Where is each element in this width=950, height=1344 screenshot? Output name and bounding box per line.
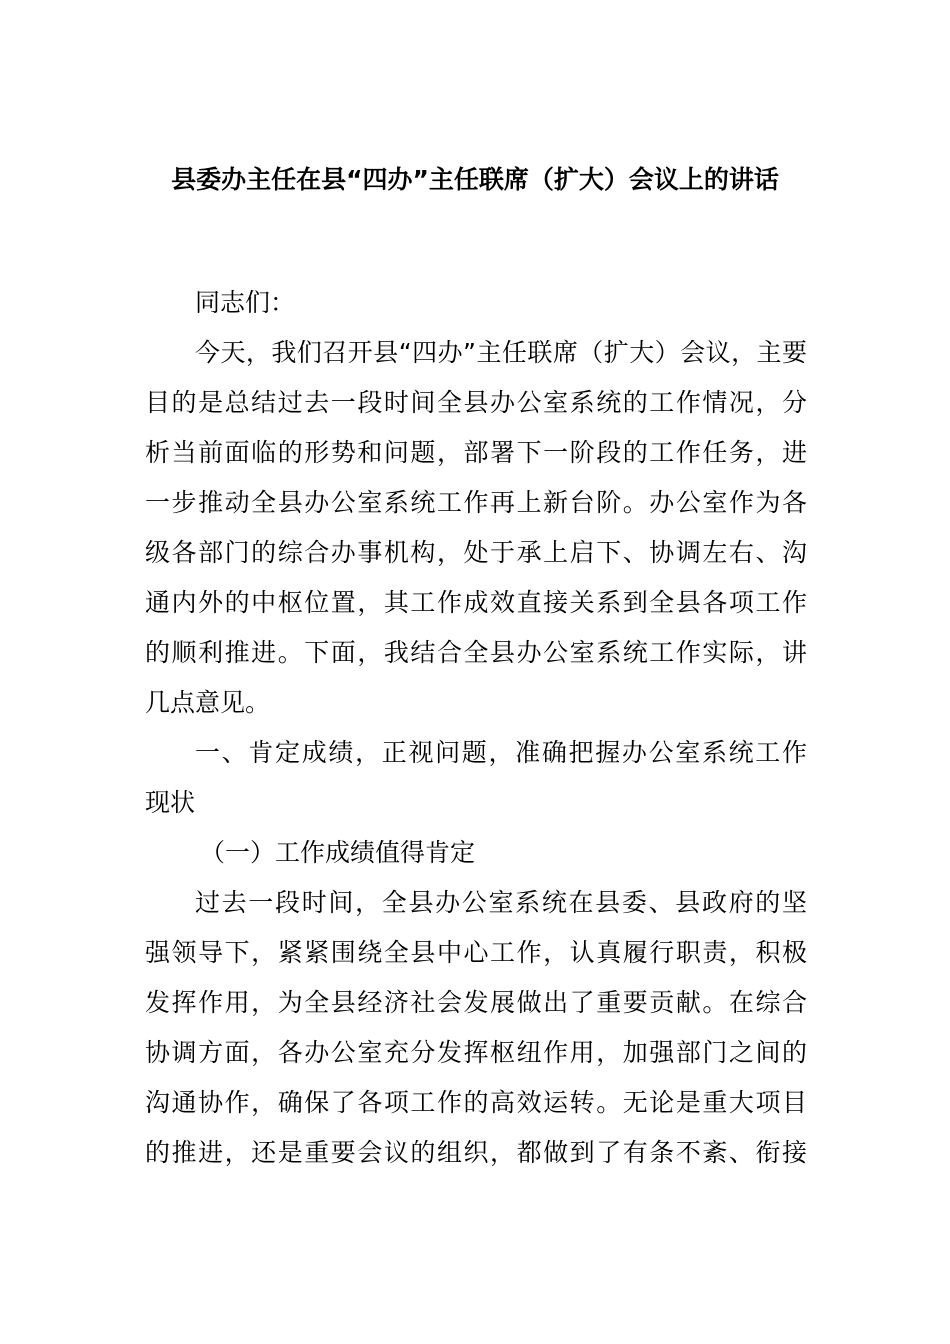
document-title: 县委办主任在县“四办”主任联席（扩大）会议上的讲话	[171, 165, 779, 194]
paragraph-line: 的顺利推进。下面，我结合全县办公室系统工作实际，讲	[145, 638, 807, 667]
section-heading-line: 一、肯定成绩，正视问题，准确把握办公室系统工作	[195, 738, 807, 767]
paragraph-line: 级各部门的综合办事机构，处于承上启下、协调左右、沟	[145, 538, 807, 567]
paragraph-line: 强领导下，紧紧围绕全县中心工作，认真履行职责，积极	[145, 938, 807, 967]
paragraph-line: 今天，我们召开县“四办”主任联席（扩大）会议，主要	[195, 338, 807, 367]
paragraph-line: 沟通协作，确保了各项工作的高效运转。无论是重大项目	[145, 1088, 807, 1117]
document-body	[145, 278, 807, 1178]
paragraph-line: 通内外的中枢位置，其工作成效直接关系到全县各项工作	[145, 588, 807, 617]
paragraph-line: 一步推动全县办公室系统工作再上新台阶。办公室作为各	[145, 488, 807, 517]
paragraph-line: 的推进，还是重要会议的组织，都做到了有条不紊、衔接	[145, 1138, 807, 1167]
paragraph-line: 析当前面临的形势和问题，部署下一阶段的工作任务，进	[145, 438, 807, 467]
section-heading-line: 现状	[145, 788, 196, 817]
paragraph-line: 几点意见。	[145, 688, 271, 717]
paragraph-line: 发挥作用，为全县经济社会发展做出了重要贡献。在综合	[145, 988, 807, 1017]
subsection-heading: （一）工作成绩值得肯定	[200, 838, 476, 867]
paragraph-line: 过去一段时间，全县办公室系统在县委、县政府的坚	[195, 888, 807, 917]
paragraph-line: 目的是总结过去一段时间全县办公室系统的工作情况，分	[145, 388, 807, 417]
paragraph-line: 协调方面，各办公室充分发挥枢纽作用，加强部门之间的	[145, 1038, 807, 1067]
salutation-line: 同志们：	[195, 288, 296, 317]
